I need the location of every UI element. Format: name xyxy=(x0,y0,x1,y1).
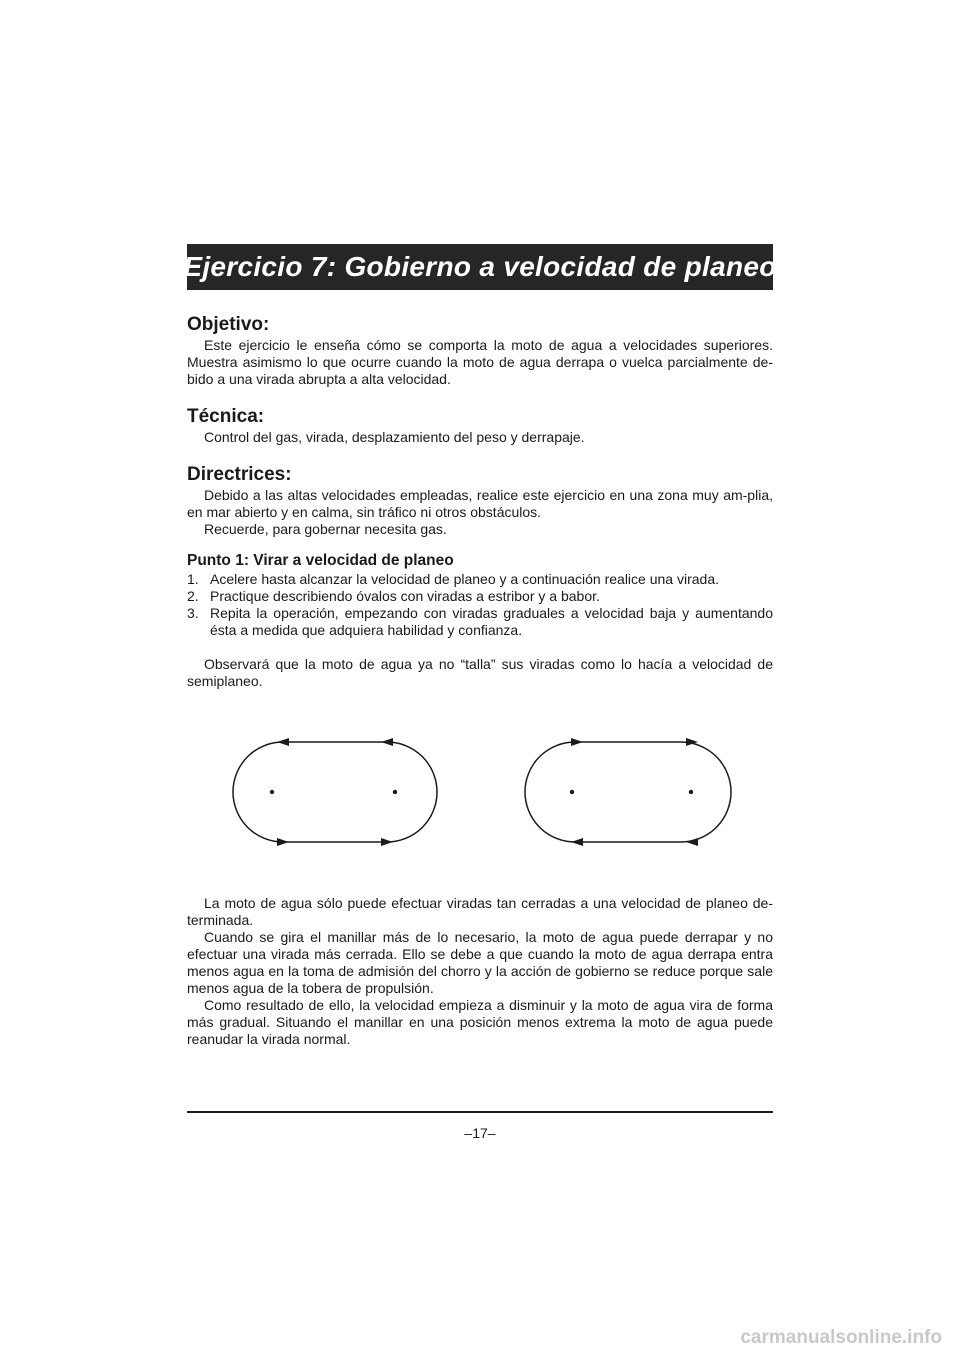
tecnica-text: Control del gas, virada, desplazamiento del peso y derrapaje. xyxy=(204,429,585,445)
page-number: –17– xyxy=(464,1125,496,1141)
pivot-dot xyxy=(689,790,693,794)
punto-1-note: Observará que la moto de agua ya no “talla” sus viradas como lo hacía a velocidad de semiplaneo. xyxy=(187,656,773,689)
list-item-text: Repita la operación, empezando con viradas graduales a velocidad baja y aumentando ésta a medida que adquiera habilidad y confianza. xyxy=(210,605,773,638)
list-item xyxy=(187,588,773,605)
title-banner xyxy=(183,244,777,290)
directrices-p1: Debido a las altas velocidades empleadas, realice este ejercicio en una zona muy am-plia, en mar abierto y en calma, sin tráfico ni otros obstáculos. xyxy=(187,487,773,520)
footer-rule xyxy=(187,1111,773,1113)
oval-turns-diagram xyxy=(187,707,773,877)
pivot-dot xyxy=(270,790,274,794)
heading-tecnica: Técnica: xyxy=(187,406,265,427)
heading-objetivo: Objetivo: xyxy=(187,314,270,335)
oval-left xyxy=(233,742,437,842)
oval-right xyxy=(525,742,731,842)
pivot-dot xyxy=(393,790,397,794)
list-item-number: 2. xyxy=(187,588,199,604)
list-item xyxy=(187,571,773,588)
after-p2: Cuando se gira el manillar más de lo necesario, la moto de agua puede derrapar y no efectuar una virada más cerrada. Ello se debe a que cuando la moto de agua derrapa entra menos agua en la toma de admisión del chorro y la acción de gobierno se reduce porque sale menos agua de la tobera de propulsión. xyxy=(187,929,773,996)
list-item-text: Practique describiendo óvalos con viradas a estribor y a babor. xyxy=(210,588,600,604)
heading-punto-1: Punto 1: Virar a velocidad de planeo xyxy=(187,552,454,569)
page-title: Ejercicio 7: Gobierno a velocidad de planeo xyxy=(183,251,777,282)
list-item-text: Acelere hasta alcanzar la velocidad de planeo y a continuación realice una virada. xyxy=(210,571,719,587)
main-content xyxy=(187,313,773,1048)
heading-directrices: Directrices: xyxy=(187,464,292,485)
list-item-number: 1. xyxy=(187,571,199,587)
objetivo-text: Este ejercicio le enseña cómo se comporta la moto de agua a velocidades superiores. Muestra asimismo lo que ocurre cuando la moto de agua derrapa o vuelca parcialmente de-bido a una virada abrupta a alta velocidad. xyxy=(187,337,773,387)
watermark: carmanualsonline.info xyxy=(740,1327,942,1348)
list-item-number: 3. xyxy=(187,605,199,621)
list-item xyxy=(187,605,773,639)
directrices-p2: Recuerde, para gobernar necesita gas. xyxy=(204,521,447,537)
oval-left-outline xyxy=(233,742,437,842)
after-p3: Como resultado de ello, la velocidad empieza a disminuir y la moto de agua vira de forma más gradual. Situando el manillar en una posición menos extrema la moto de agua puede reanudar la virada normal. xyxy=(187,997,773,1047)
steps-list xyxy=(187,571,773,639)
oval-right-outline xyxy=(525,742,731,842)
pivot-dot xyxy=(570,790,574,794)
after-p1: La moto de agua sólo puede efectuar viradas tan cerradas a una velocidad de planeo de-terminada. xyxy=(187,895,773,928)
